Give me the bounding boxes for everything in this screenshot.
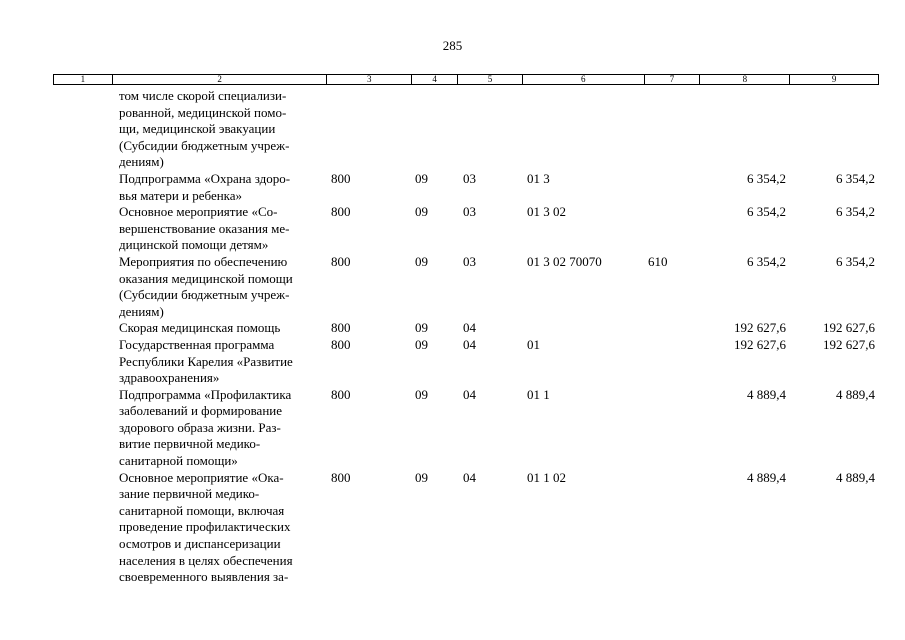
table-row (53, 320, 879, 337)
cell-description (111, 204, 326, 254)
cell-col-5: 04 (463, 469, 476, 485)
cell-description (111, 320, 326, 337)
cell-col-5: 03 (463, 253, 476, 269)
description-line: дениям) (119, 303, 164, 319)
cell-col-8: 6 354,2 (747, 253, 786, 269)
table-row (53, 204, 879, 254)
cell-col-7 (644, 470, 700, 586)
cell-col-9 (790, 88, 879, 171)
description-line: щи, медицинской эвакуации (119, 121, 276, 137)
cell-col-1 (53, 204, 111, 254)
cell-description (111, 337, 326, 387)
cell-col-9: 6 354,2 (836, 204, 875, 220)
description-line: здравоохранения» (119, 370, 220, 386)
table-row (53, 387, 879, 470)
cell-col-4 (411, 88, 457, 171)
description-line: витие первичной медико- (119, 436, 261, 452)
cell-col-5 (457, 88, 522, 171)
cell-col-7 (644, 337, 700, 387)
cell-col-7 (644, 204, 700, 254)
cell-col-7 (644, 320, 700, 337)
cell-col-6: 01 (527, 336, 540, 352)
cell-col-4: 09 (415, 253, 428, 269)
cell-col-1 (53, 171, 111, 204)
description-line: Основное мероприятие «Со- (119, 204, 278, 220)
table-row (53, 337, 879, 387)
cell-col-8 (700, 88, 790, 171)
cell-col-9: 192 627,6 (823, 336, 875, 352)
page-number: 285 (442, 38, 463, 53)
cell-col-8: 6 354,2 (747, 170, 786, 186)
description-line: санитарной помощи, включая (119, 502, 285, 518)
table-row (53, 171, 879, 204)
cell-col-5: 04 (463, 320, 476, 336)
description-line: Подпрограмма «Профилактика (119, 386, 292, 402)
cell-col-3: 800 (331, 253, 351, 269)
description-line: Скорая медицинская помощь (119, 320, 281, 336)
description-line: Основное мероприятие «Ока- (119, 469, 284, 485)
column-header-3: 3 (326, 75, 411, 84)
description-line: санитарной помощи» (119, 453, 238, 469)
cell-col-4: 09 (415, 336, 428, 352)
description-line: Подпрограмма «Охрана здоро- (119, 170, 291, 186)
cell-col-1 (53, 470, 111, 586)
cell-col-4: 09 (415, 170, 428, 186)
column-header-8: 8 (699, 75, 789, 84)
column-header-7: 7 (644, 75, 700, 84)
cell-col-3: 800 (331, 469, 351, 485)
description-line: Государственная программа (119, 336, 275, 352)
cell-col-3: 800 (331, 170, 351, 186)
cell-col-6 (522, 320, 644, 337)
description-line: (Субсидии бюджетным учреж- (119, 137, 290, 153)
cell-col-3: 800 (331, 204, 351, 220)
description-line: вья матери и ребенка» (119, 187, 243, 203)
column-header-9: 9 (789, 75, 878, 84)
cell-col-7 (644, 171, 700, 204)
description-line: Мероприятия по обеспечению (119, 253, 288, 269)
cell-description (111, 470, 326, 586)
cell-col-7 (644, 387, 700, 470)
cell-col-3 (326, 88, 411, 171)
cell-col-1 (53, 254, 111, 320)
cell-col-8: 6 354,2 (747, 204, 786, 220)
description-line: здорового образа жизни. Раз- (119, 419, 281, 435)
cell-col-4: 09 (415, 204, 428, 220)
table-row (53, 470, 879, 586)
cell-col-5: 03 (463, 204, 476, 220)
cell-col-3: 800 (331, 336, 351, 352)
column-header-1: 1 (80, 75, 86, 84)
cell-col-5: 04 (463, 386, 476, 402)
cell-col-1 (53, 387, 111, 470)
cell-col-1 (53, 337, 111, 387)
cell-description (111, 387, 326, 470)
cell-description (111, 88, 326, 171)
cell-col-6: 01 3 (527, 170, 550, 186)
cell-col-7: 610 (648, 253, 668, 269)
cell-col-1 (53, 320, 111, 337)
description-line: дениям) (119, 154, 164, 170)
cell-description (111, 254, 326, 320)
description-line: населения в целях обеспечения (119, 552, 293, 568)
cell-col-6: 01 3 02 70070 (527, 253, 602, 269)
cell-col-1 (53, 88, 111, 171)
cell-col-9: 6 354,2 (836, 253, 875, 269)
description-line: заболеваний и формирование (119, 403, 283, 419)
column-header-6: 6 (522, 75, 644, 84)
table-header (53, 74, 879, 85)
cell-col-4: 09 (415, 320, 428, 336)
cell-col-6: 01 1 (527, 386, 550, 402)
cell-col-6: 01 3 02 (527, 204, 566, 220)
cell-col-3: 800 (331, 386, 351, 402)
cell-col-3: 800 (331, 320, 351, 336)
column-header-4: 4 (411, 75, 457, 84)
cell-col-8: 192 627,6 (734, 320, 786, 336)
cell-col-5: 03 (463, 170, 476, 186)
description-line: вершенствование оказания ме- (119, 220, 290, 236)
cell-col-6: 01 1 02 (527, 469, 566, 485)
description-line: оказания медицинской помощи (119, 270, 293, 286)
description-line: том числе скорой специализи- (119, 88, 287, 103)
cell-col-4: 09 (415, 469, 428, 485)
column-header-2: 2 (112, 75, 326, 84)
description-line: проведение профилактических (119, 519, 291, 535)
cell-col-7 (644, 88, 700, 171)
description-line: дицинской помощи детям» (119, 237, 269, 253)
description-line: рованной, медицинской помо- (119, 104, 287, 120)
cell-col-9: 192 627,6 (823, 320, 875, 336)
cell-col-5: 04 (463, 336, 476, 352)
cell-col-9: 6 354,2 (836, 170, 875, 186)
cell-col-4: 09 (415, 386, 428, 402)
table-row (53, 88, 879, 171)
description-line: зание первичной медико- (119, 486, 260, 502)
cell-col-8: 192 627,6 (734, 336, 786, 352)
description-line: (Субсидии бюджетным учреж- (119, 287, 290, 303)
description-line: осмотров и диспансеризации (119, 536, 281, 552)
cell-description (111, 171, 326, 204)
column-header-5: 5 (457, 75, 522, 84)
description-line: своевременного выявления за- (119, 569, 289, 585)
cell-col-8: 4 889,4 (747, 386, 786, 402)
description-line: Республики Карелия «Развитие (119, 353, 293, 369)
cell-col-9: 4 889,4 (836, 386, 875, 402)
table-body (53, 88, 879, 586)
table-row (53, 254, 879, 320)
cell-col-8: 4 889,4 (747, 469, 786, 485)
cell-col-9: 4 889,4 (836, 469, 875, 485)
cell-col-6 (522, 88, 644, 171)
